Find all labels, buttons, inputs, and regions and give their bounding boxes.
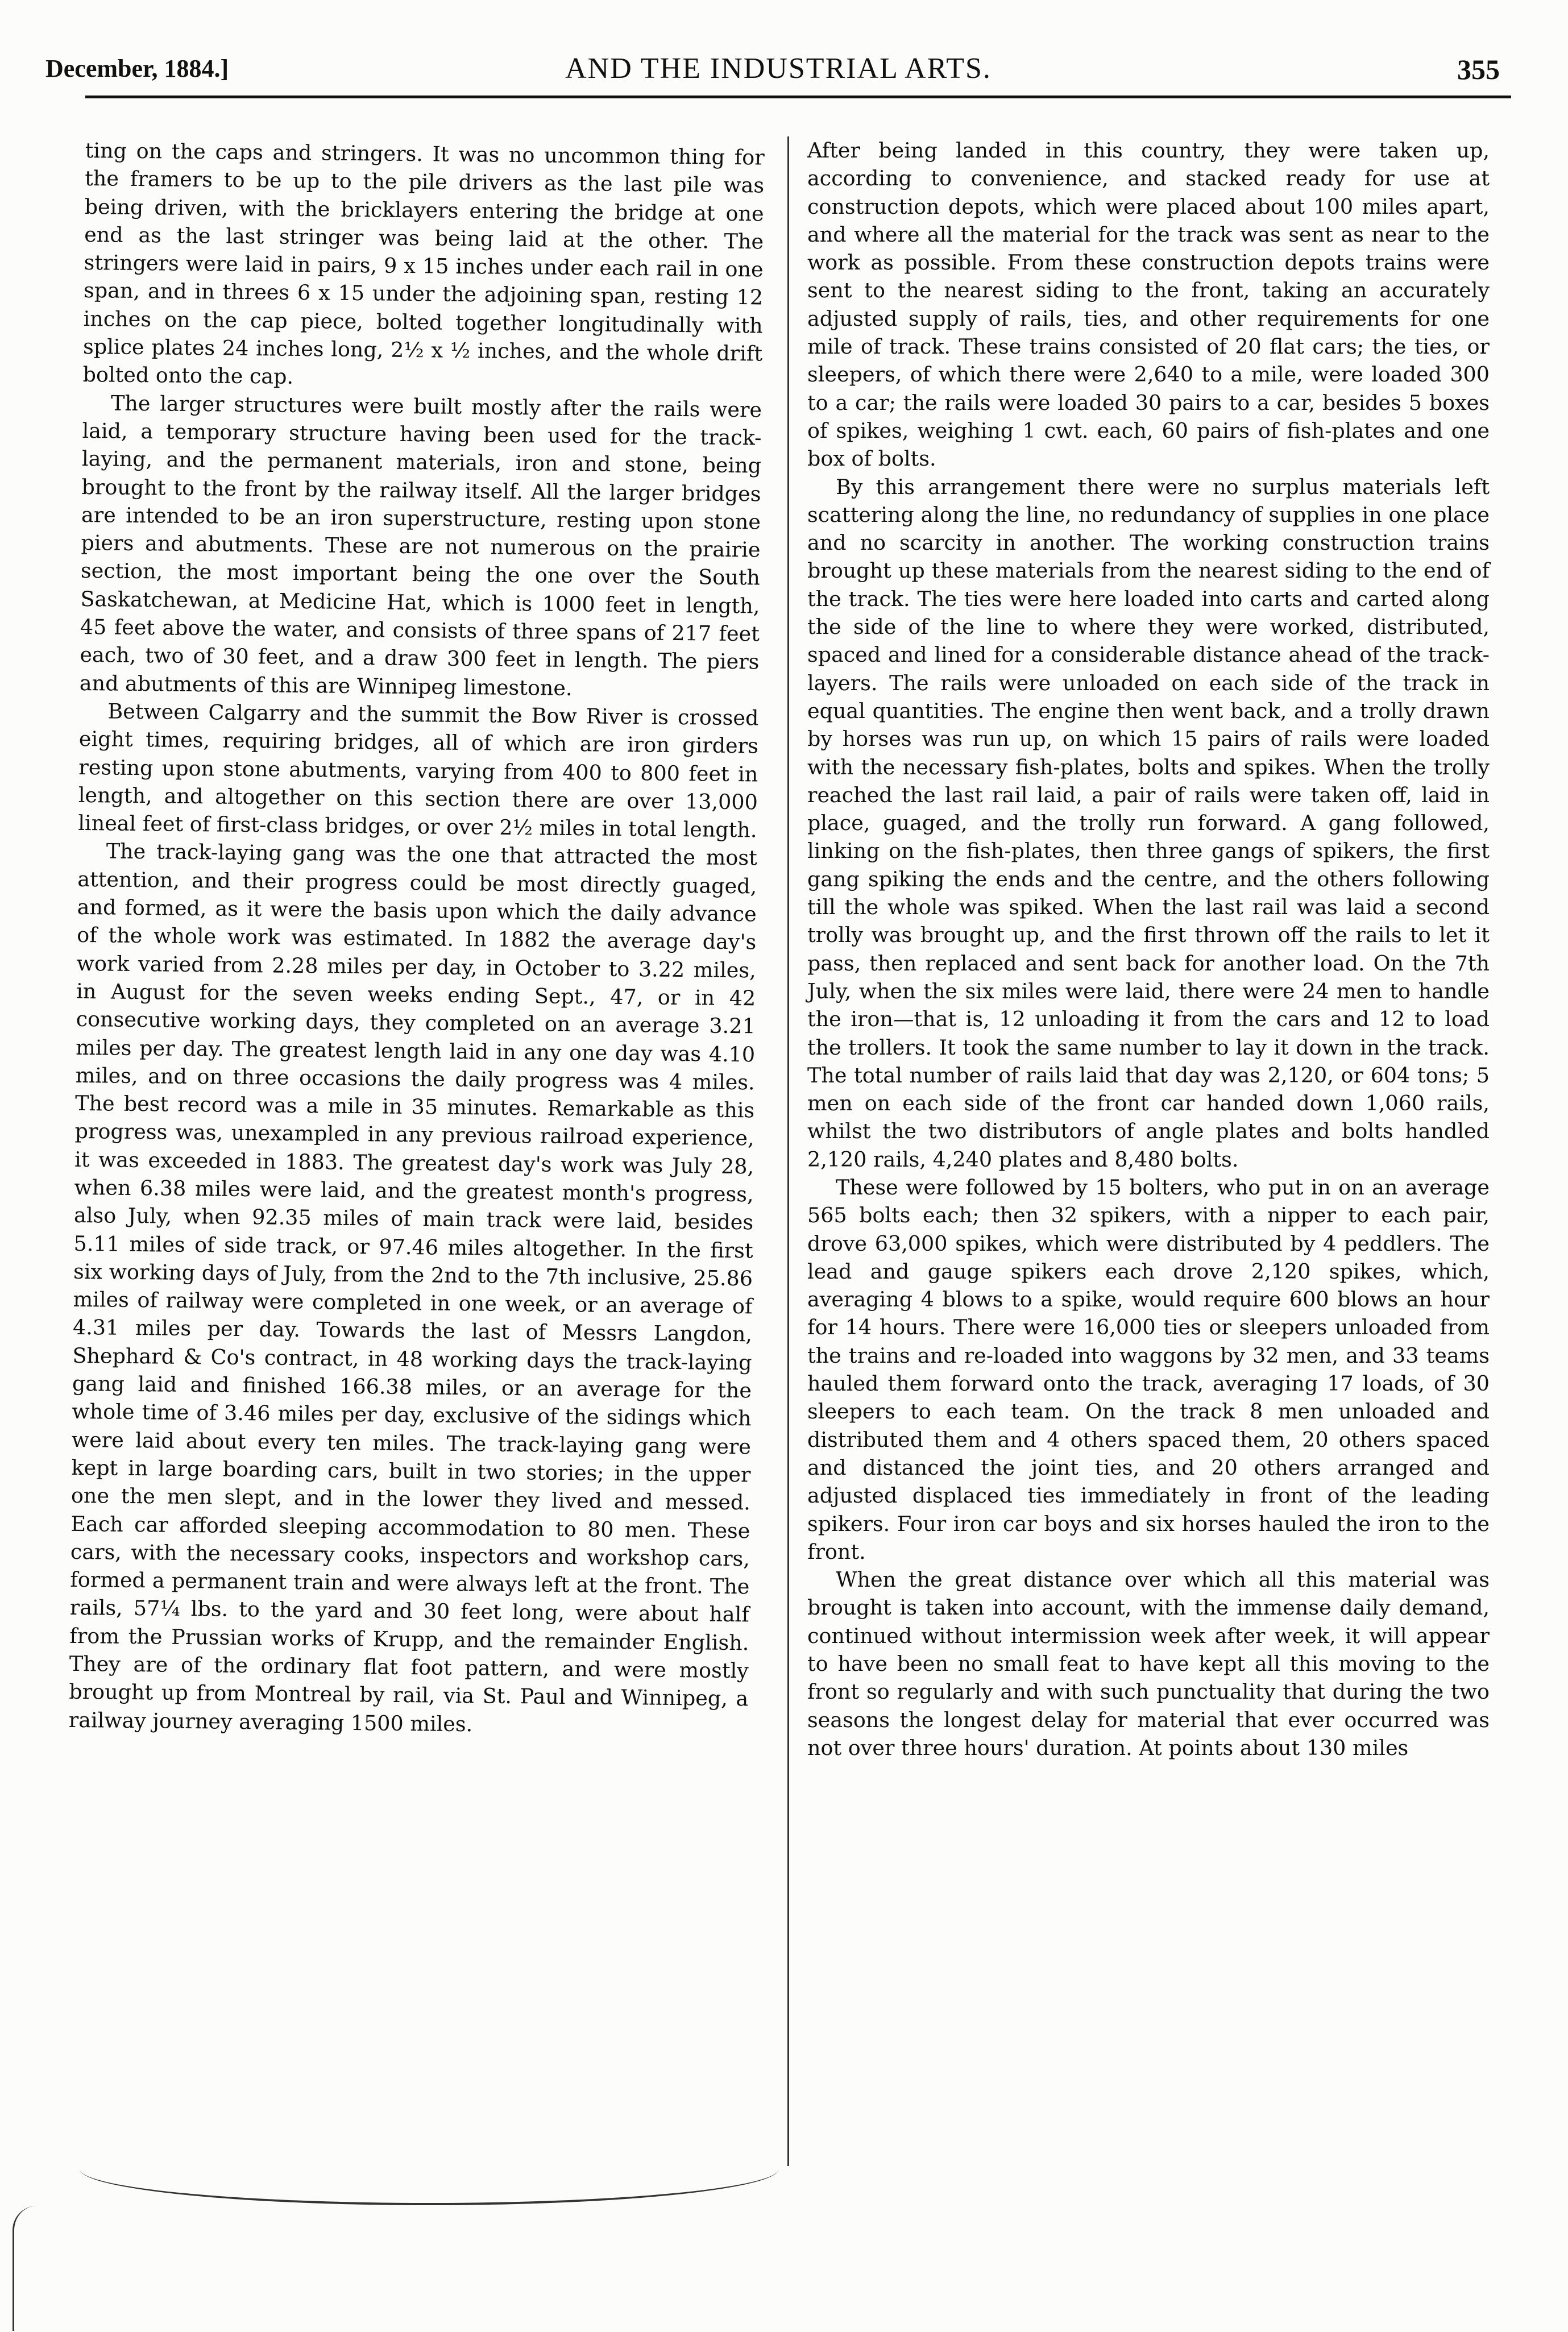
left-column xyxy=(69,136,765,1741)
page-number: 355 xyxy=(1457,53,1500,85)
paragraph: The track-laying gang was the one that attracted the most attention, and their progress could be most directly guaged, and formed, as it were the basis upon which the daily advance of the whole work was estimated. In 1882 the average day's work varied from 2.28 miles per day, in October to 3.22 miles, in August for the seven weeks ending Sept., 47, or in 42 consecutive working days, they completed on an average 3.21 miles per day. The greatest length laid in any one day was 4.10 miles, and on three occasions the daily progress was 4 miles. The best record was a mile in 35 minutes. Remarkable as this progress was, unexampled in any previous railroad experience, it was exceeded in 1883. The greatest day's work was July 28, when 6.38 miles were laid, and the greatest month's progress, also July, when 92.35 miles of main track were laid, besides 5.11 miles of side track, or 97.46 miles altogether. In the first six working days of July, from the 2nd to the 7th inclusive, 25.86 miles of railway were completed in one week, or an average of 4.31 miles per day. Towards the last of Messrs Langdon, Shephard & Co's contract, in 48 working days the track-laying gang laid and finished 166.38 miles, or an average for the whole time of 3.46 miles per day, exclusive of the sidings which were laid about every ten miles. The track-laying gang were kept in large boarding cars, built in two stories; in the upper one the men slept, and in the lower they lived and messed. Each car afforded sleeping accommodation to 80 men. These cars, with the necessary cooks, inspectors and workshop cars, formed a permanent train and were always left at the front. The rails, 57¼ lbs. to the yard and 30 feet long, were about half from the Prussian works of Krupp, and the remainder English. They are of the ordinary flat foot pattern, and were mostly brought up from Montreal by rail, via St. Paul and Winnipeg, a railway journey averaging 1500 miles. xyxy=(68,839,757,1736)
paragraph: When the great distance over which all this material was brought is taken into account, with the immense daily demand, continued without intermission week after week, it will appear to have been no small feat to have kept all this moving to the front so regularly and with such punctuality that during the two seasons the longest delay for material that ever occurred was not over three hours' duration. At points about 130 miles xyxy=(807,1567,1490,1760)
header-rule xyxy=(85,96,1511,98)
header-date: December, 1884.] xyxy=(45,55,229,82)
paragraph: After being landed in this country, they were taken up, according to convenience, and stacked ready for use at construction depots, which were placed about 100 miles apart, and where all the material for the track was sent as near to the work as possible. From these construction depots trains were sent to the nearest siding to the front, taking an accurately adjusted supply of rails, ties, and other requirements for one mile of track. These trains consisted of 20 flat cars; the ties, or sleepers, of which there were 2,640 to a mile, were loaded 300 to a car; the rails were loaded 30 pairs to a car, besides 5 boxes of spikes, weighing 1 cwt. each, 60 pairs of fish-plates and one box of bolts. xyxy=(807,138,1490,471)
paragraph: ting on the caps and stringers. It was no uncommon thing for the framers to be up to the pile drivers as the last pile was being driven, with the bricklayers entering the bridge at one end as the last stringer was being laid at the other. The stringers were laid in pairs, 9 x 15 inches under each rail in one span, and in threes 6 x 15 under the adjoining span, resting 12 inches on the cap piece, bolted together longitudinally with splice plates 24 inches long, 2½ x ½ inches, and the whole drift bolted onto the cap. xyxy=(82,138,765,389)
paragraph: The larger structures were built mostly after the rails were laid, a temporary structure having been used for the track-laying, and the permanent materials, iron and stone, being brought to the front by the railway itself. All the larger bridges are intended to be an iron superstructure, resting upon stone piers and abutments. These are not numerous on the prairie section, the most important being the one over the South Saskatchewan, at Medicine Hat, which is 1000 feet in length, 45 feet above the water, and consists of three spans of 217 feet each, two of 30 feet, and a draw 300 feet in length. The piers and abutments of this are Winnipeg limestone. xyxy=(79,391,762,700)
paragraph: By this arrangement there were no surplus materials left scattering along the line, no redundancy of supplies in one place and no scarcity in another. The working construction trains brought up these materials from the nearest siding to the end of the track. The ties were here loaded into carts and carted along the side of the line to where they were worked, distributed, spaced and lined for a considerable distance ahead of the track-layers. The rails were unloaded on each side of the track in equal quantities. The engine then went back, and a trolly drawn by horses was run up, on which 15 pairs of rails were loaded with the necessary fish-plates, bolts and spikes. When the trolly reached the last rail laid, a pair of rails were taken off, laid in place, guaged, and the trolly run forward. A gang followed, linking on the fish-plates, then three gangs of spikers, the first gang spiking the ends and the centre, and the others following till the whole was spiked. When the last rail was laid a second trolly was brought up, and the first thrown off the rails to let it pass, then replaced and sent back for another load. On the 7th July, when the six miles were laid, there were 24 men to handle the iron—that is, 12 unloading it from the cars and 12 to load the trollers. It took the same number to lay it down in the track. The total number of rails laid that day was 2,120, or 604 tons; 5 men on each side of the front car handed down 1,060 rails, whilst the two distributors of angle plates and bolts handled 2,120 rails, 4,240 plates and 8,480 bolts. xyxy=(807,474,1490,1172)
binding-edge xyxy=(13,2206,37,2331)
header-title: AND THE INDUSTRIAL ARTS. xyxy=(565,52,992,85)
page-curl-edge xyxy=(80,2169,779,2205)
paragraph: These were followed by 15 bolters, who put in on an average 565 bolts each; then 32 spikers, with a nipper to each pair, drove 63,000 spikes, which were distributed by 4 peddlers. The lead and gauge spikers each drove 2,120 spikes, which, averaging 4 blows to a spike, would require 600 blows an hour for 14 hours. There were 16,000 ties or sleepers unloaded from the trains and re-loaded into waggons by 32 men, and 33 teams hauled them forward onto the track, averaging 17 loads, of 30 sleepers to each team. On the track 8 men unloaded and distributed them and 4 others spaced them, 20 others spaced and distanced the joint ties, and 20 others arranged and adjusted displaced ties immediately in front of the leading spikers. Four iron car boys and six horses hauled the iron to the front. xyxy=(807,1175,1490,1564)
paragraph: Between Calgarry and the summit the Bow River is crossed eight times, requiring bridges, all of which are iron girders resting upon stone abutments, varying from 400 to 800 feet in length, and altogether on this section there are over 13,000 lineal feet of first-class bridges, or over 2½ miles in total length. xyxy=(78,699,759,843)
running-header xyxy=(45,48,1511,94)
right-column xyxy=(807,136,1490,1762)
column-divider xyxy=(787,136,789,2166)
